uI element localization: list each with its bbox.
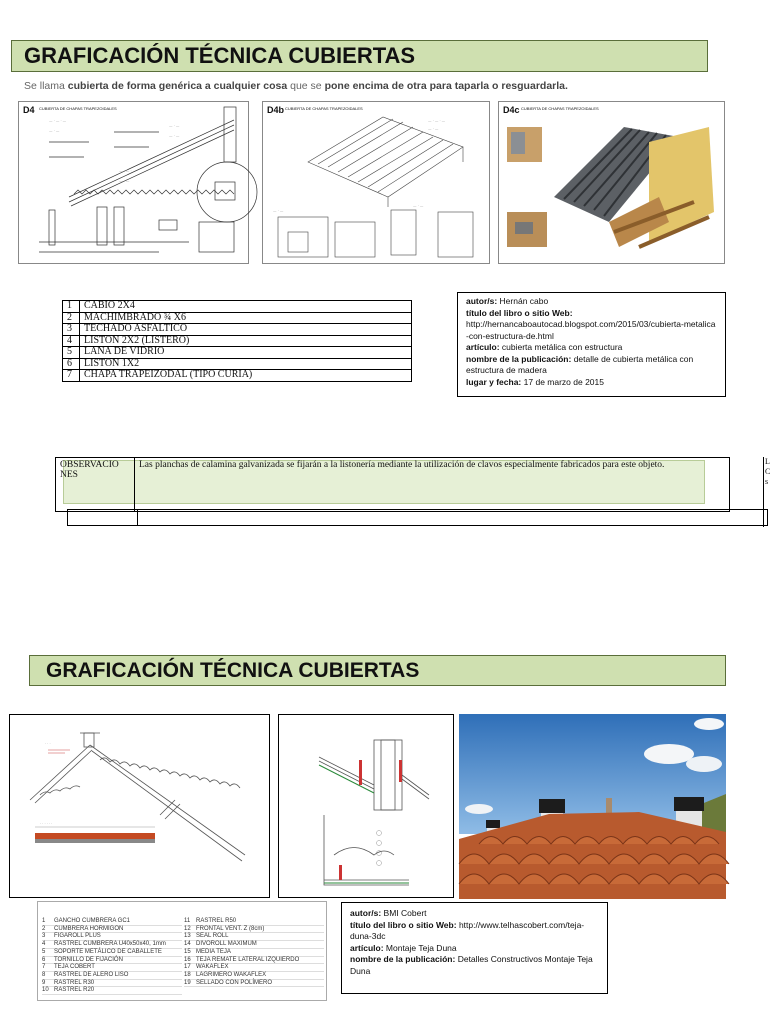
legend-label: MACHIMBRADO ¾ X6	[80, 312, 412, 324]
component-row	[42, 918, 182, 926]
svg-text:— · —: — · —	[169, 134, 180, 138]
component-label: TEJA REMATE LATERAL IZQUIERDO	[196, 956, 300, 963]
svg-text:— · —: — · —	[428, 127, 439, 131]
component-number: 18	[184, 971, 191, 978]
reference-url-2: http://www.telhascobert.com/teja-duna-3dc	[350, 919, 585, 941]
d4-drawing	[19, 102, 250, 265]
component-number: 4	[42, 941, 46, 948]
component-label: SOPORTE METÁLICO DE CABALLETE	[54, 948, 162, 955]
component-number: 6	[42, 956, 46, 963]
tile-roof-drawing	[10, 715, 271, 899]
legend-row	[63, 347, 412, 359]
component-number: 17	[184, 964, 191, 971]
section-title: GRAFICACIÓN TÉCNICA CUBIERTAS	[11, 40, 708, 72]
observations-label: OBSERVACIO NES	[56, 458, 135, 512]
component-number: 19	[184, 979, 191, 986]
component-number: 1	[42, 918, 46, 924]
roof-section-drawing-d4b: D4b CUBIERTA DE CHAPAS TRAPEZOIDALES — · — · — — · — — · — — · —	[262, 101, 490, 264]
legend-row	[63, 358, 412, 370]
legend-number: 4	[63, 335, 80, 347]
reference-url: http://hernancaboautocad.blogspot.com/2015/03/cubierta-metalica-con-estructura-de.html	[466, 319, 716, 341]
component-row	[184, 957, 324, 965]
component-row	[184, 972, 324, 980]
legend-number: 7	[63, 370, 80, 382]
component-label: RASTREL DE ALERO LISO	[54, 971, 129, 978]
legend-label: TECHADO ASFALTICO	[80, 324, 412, 336]
materials-legend-table	[62, 300, 412, 382]
component-label: RASTREL R30	[54, 979, 95, 986]
svg-text:· · ·: · · ·	[45, 742, 51, 746]
legend-number: 2	[63, 312, 80, 324]
d4b-drawing	[263, 102, 491, 265]
component-label: GANCHO CUMBRERA GC1	[54, 918, 131, 924]
svg-text:— · — · —: — · — · —	[428, 119, 446, 123]
component-row	[184, 949, 324, 957]
svg-text:— · —: — · —	[413, 204, 424, 208]
component-row	[42, 933, 182, 941]
component-label: TEJA COBERT	[54, 964, 95, 971]
component-number: 3	[42, 933, 46, 940]
lateral-detail	[279, 715, 455, 899]
component-row	[42, 941, 182, 949]
component-row	[184, 926, 324, 934]
component-number: 10	[42, 987, 49, 994]
legend-row	[63, 324, 412, 336]
legend-number: 5	[63, 347, 80, 359]
intro-text: Se llama cubierta de forma genérica a cualquier cosa que se pone encima de otra para taparla o resguardarla.	[24, 80, 568, 92]
lateral-detail-drawing	[278, 714, 454, 898]
component-number: 8	[42, 971, 46, 978]
legend-row	[63, 312, 412, 324]
component-row	[42, 957, 182, 965]
component-label: RASTREL R50	[196, 918, 237, 924]
component-number: 9	[42, 979, 46, 986]
observations-block	[55, 457, 768, 527]
svg-text:— · —: — · —	[49, 129, 60, 133]
svg-text:— · — ·: — · — ·	[119, 169, 132, 173]
legend-label: LISTON 2X2 (LISTERO)	[80, 335, 412, 347]
component-number: 15	[184, 948, 191, 955]
component-label: RASTREL CUMBRERA U40x50x40, 1mm	[54, 941, 166, 948]
legend-label: CABIO 2X4	[80, 301, 412, 313]
legend-row	[63, 370, 412, 382]
svg-text:— · —: — · —	[273, 209, 284, 213]
component-row	[42, 964, 182, 972]
observations-text: Las planchas de calamina galvanizada se fijarán a la listonería mediante la utilización de clavos especialmente fabricados para este objeto.	[135, 458, 730, 512]
section-title-2: GRAFICACIÓN TÉCNICA CUBIERTAS	[29, 655, 726, 686]
component-label: SEAL ROLL	[196, 933, 229, 940]
component-number: 16	[184, 956, 191, 963]
component-number: 7	[42, 964, 46, 971]
component-label: MEDIA TEJA	[196, 948, 231, 955]
component-row	[184, 933, 324, 941]
component-label: DIVOROLL MAXIMUM	[196, 941, 257, 948]
component-number: 11	[184, 918, 191, 924]
legend-label: LISTON 1X2	[80, 358, 412, 370]
legend-number: 3	[63, 324, 80, 336]
component-row	[42, 980, 182, 988]
component-number: 2	[42, 925, 46, 932]
component-row	[184, 918, 324, 926]
component-row	[42, 949, 182, 957]
component-row	[42, 987, 182, 995]
svg-text:— · —: — · —	[169, 124, 180, 128]
svg-text:— · — · —: — · — · —	[49, 119, 67, 123]
tile-roof-photo-art	[459, 714, 726, 899]
component-row	[42, 972, 182, 980]
component-label: RASTREL R20	[54, 987, 95, 994]
legend-row	[63, 301, 412, 313]
component-label: LAGRIMERO WAKAFLEX	[196, 971, 267, 978]
overflow-text: L C s	[763, 457, 770, 527]
roof-3d-render-d4c: D4c CUBIERTA DE CHAPAS TRAPEZOIDALES	[498, 101, 725, 264]
component-label: FIGAROLL PLUS	[54, 933, 101, 940]
component-label: FRONTAL VENT. Z (8cm)	[196, 925, 265, 932]
tile-roof-photo	[459, 714, 726, 899]
legend-label: LANA DE VIDRIO	[80, 347, 412, 359]
component-label: SELLADO CON POLÍMERO	[196, 979, 273, 986]
component-row	[184, 980, 324, 988]
svg-text:— · —: — · —	[119, 179, 130, 183]
component-row	[42, 926, 182, 934]
component-number: 13	[184, 933, 191, 940]
legend-label: CHAPA TRAPEIZODAL (TIPO CURIA)	[80, 370, 412, 382]
svg-text:· · · · · ·: · · · · · ·	[40, 822, 53, 826]
component-label: WAKAFLEX	[196, 964, 229, 971]
component-number: 5	[42, 948, 46, 955]
component-row	[184, 964, 324, 972]
reference-box: autor/s: Hernán cabo título del libro o sitio Web: http://hernancaboautocad.blogspot.com/2015/03/cubierta-metalica-con-estructura-de.html artículo: cubierta metálica con estructura nombre de la publicación: detalle de cubierta metálica con estructura de madera lugar y fecha: 17 de marzo de 2015	[457, 292, 726, 397]
component-row	[184, 941, 324, 949]
components-legend-table	[37, 901, 327, 1001]
legend-number: 1	[63, 301, 80, 313]
tile-roof-section-drawing	[9, 714, 270, 898]
roof-section-drawing-d4: D4 CUBIERTA DE CHAPAS TRAPEZOIDALES — · — · — — · — — · — — · — — · — · — · —	[18, 101, 249, 264]
reference-box-2: autor/s: BMI Cobert título del libro o sitio Web: http://www.telhascobert.com/teja-duna-3dc artículo: Montaje Teja Duna nombre de la publicación: Detalles Constructivos Montaje Teja Duna	[341, 902, 608, 994]
component-label: CUMBRERA HORMIGON	[54, 925, 124, 932]
component-number: 14	[184, 941, 191, 948]
component-label: TORNILLO DE FIJACIÓN	[54, 956, 123, 963]
d4c-render	[499, 102, 726, 265]
legend-row	[63, 335, 412, 347]
component-number: 12	[184, 925, 191, 932]
legend-number: 6	[63, 358, 80, 370]
